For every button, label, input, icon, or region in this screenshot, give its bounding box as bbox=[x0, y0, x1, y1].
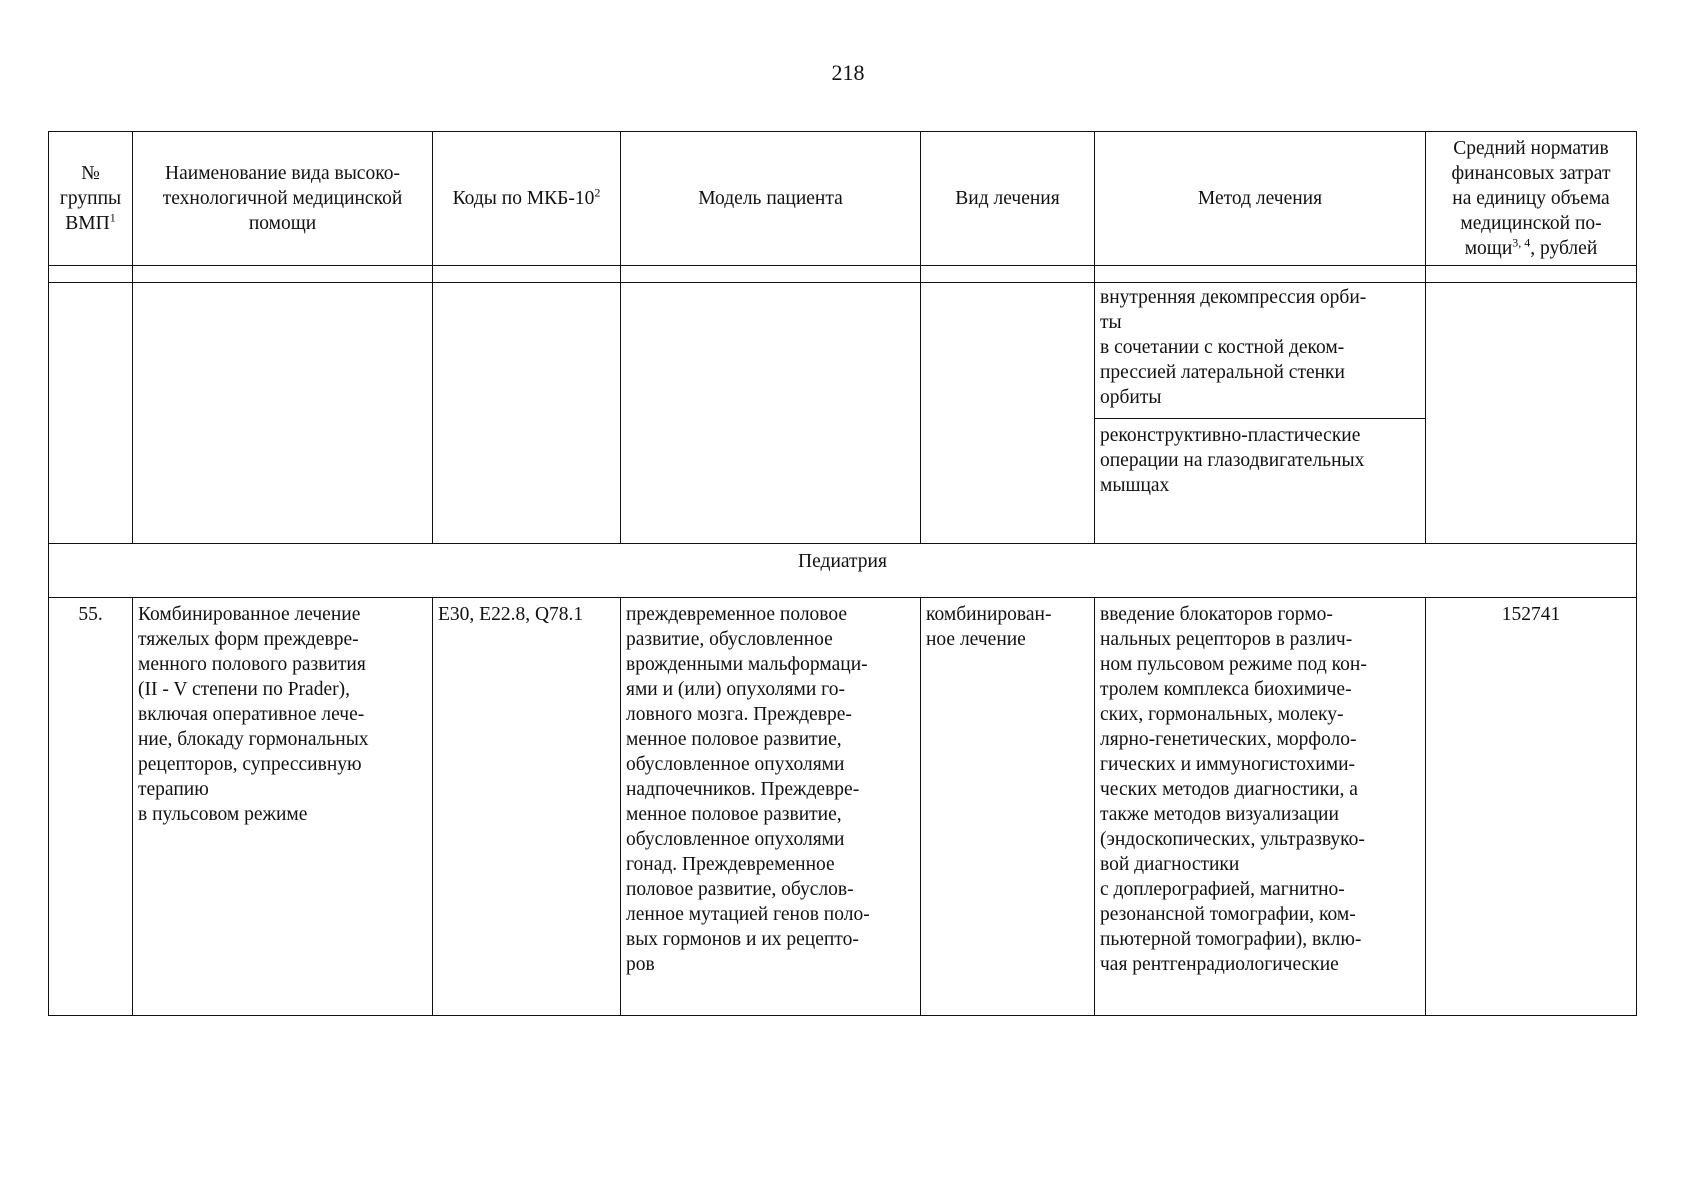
method-line: ты bbox=[1100, 312, 1122, 333]
header-cost-line bbox=[1431, 236, 1631, 261]
text-line: менное половое развитие, bbox=[626, 804, 842, 825]
text-line: комбинирован- bbox=[926, 604, 1052, 625]
group-number: 55. bbox=[49, 598, 133, 1016]
method-block bbox=[1095, 283, 1425, 418]
header-cost-unit: , рублей bbox=[1530, 238, 1598, 259]
treatment-type bbox=[921, 598, 1095, 1016]
section-title: Педиатрия bbox=[49, 544, 1637, 598]
text-line: нальных рецепторов в различ- bbox=[1100, 629, 1353, 650]
text-line: врожденными мальформаци- bbox=[626, 654, 868, 675]
header-group-number bbox=[49, 132, 133, 266]
method-line: мышцах bbox=[1100, 475, 1170, 496]
header-cost-line: на единицу объема bbox=[1452, 188, 1610, 209]
text-line: преждевременное половое bbox=[626, 604, 848, 625]
header-cost-text: мощи bbox=[1464, 238, 1513, 259]
header-cost-line: финансовых затрат bbox=[1451, 163, 1611, 184]
header-name-line: технологичной медицинской bbox=[162, 188, 403, 209]
header-icd-codes bbox=[433, 132, 621, 266]
text-line: (эндоскопических, ультразвуко- bbox=[1100, 829, 1365, 850]
header-group-number-line: группы bbox=[59, 188, 122, 209]
section-row bbox=[49, 544, 1637, 598]
header-treatment-method: Метод лечения bbox=[1095, 132, 1426, 266]
empty-cell bbox=[621, 283, 921, 544]
text-line: вой диагностики bbox=[1100, 854, 1240, 875]
header-name bbox=[133, 132, 433, 266]
text-line: ном пульсовом режиме под кон- bbox=[1100, 654, 1367, 675]
method-line: реконструктивно-пластические bbox=[1100, 425, 1361, 446]
text-line: обусловленное опухолями bbox=[626, 829, 845, 850]
text-line: чая рентгенрадиологические bbox=[1100, 954, 1339, 975]
header-name-line: помощи bbox=[248, 213, 317, 234]
method-line: операции на глазодвигательных bbox=[1100, 450, 1365, 471]
text-line: ских, гормональных, молеку- bbox=[1100, 704, 1344, 725]
table-row bbox=[49, 598, 1637, 1016]
header-cost bbox=[1426, 132, 1637, 266]
header-group-number-line: № bbox=[81, 163, 100, 184]
text-line: тяжелых форм преждевре- bbox=[138, 629, 359, 650]
text-line: (II - V степени по Prader), bbox=[138, 679, 350, 700]
text-line: обусловленное опухолями bbox=[626, 754, 845, 775]
empty-cell bbox=[433, 283, 621, 544]
method-line: внутренняя декомпрессия орби- bbox=[1100, 287, 1367, 308]
text-line: также методов визуализации bbox=[1100, 804, 1339, 825]
text-line: вых гормонов и их рецепто- bbox=[626, 929, 859, 950]
text-line: ров bbox=[626, 954, 655, 975]
text-line: с доплерографией, магнитно- bbox=[1100, 879, 1345, 900]
header-cost-line: Средний норматив bbox=[1453, 138, 1609, 159]
text-line: введение блокаторов гормо- bbox=[1100, 604, 1333, 625]
text-line: рецепторов, супрессивную bbox=[138, 754, 362, 775]
text-line: ное лечение bbox=[926, 629, 1026, 650]
text-line: ческих методов диагностики, а bbox=[1100, 779, 1358, 800]
text-line: гических и иммуногистохими- bbox=[1100, 754, 1356, 775]
text-line: половое развитие, обуслов- bbox=[626, 879, 854, 900]
vmp-table bbox=[48, 131, 1637, 1016]
cost-value: 152741 bbox=[1426, 598, 1637, 1016]
empty-cell bbox=[621, 266, 921, 283]
empty-cell bbox=[133, 266, 433, 283]
spacer-row bbox=[49, 266, 1637, 283]
footnote-ref: 1 bbox=[109, 210, 116, 225]
text-line: ями и (или) опухолями го- bbox=[626, 679, 845, 700]
text-line: тролем комплекса биохимиче- bbox=[1100, 679, 1352, 700]
text-line: надпочечников. Преждевре- bbox=[626, 779, 860, 800]
header-cost-line: медицинской по- bbox=[1460, 213, 1602, 234]
empty-cell bbox=[1095, 266, 1426, 283]
empty-cell bbox=[49, 283, 133, 544]
header-icd-codes-text: Коды по МКБ-10 bbox=[452, 188, 595, 209]
header-patient-model: Модель пациента bbox=[621, 132, 921, 266]
text-line: терапию bbox=[138, 779, 209, 800]
header-group-number-line bbox=[54, 211, 127, 236]
page-number: 218 bbox=[831, 60, 865, 85]
method-line: орбиты bbox=[1100, 387, 1162, 408]
text-line: ловного мозга. Преждевре- bbox=[626, 704, 852, 725]
footnote-ref: 3, 4 bbox=[1512, 235, 1531, 250]
continuation-method-cell bbox=[1095, 283, 1426, 544]
continuation-row bbox=[49, 283, 1637, 544]
text-line: Комбинированное лечение bbox=[138, 604, 361, 625]
text-line: ленное мутацией генов поло- bbox=[626, 904, 870, 925]
header-row bbox=[49, 132, 1637, 266]
text-line: гонад. Преждевременное bbox=[626, 854, 835, 875]
empty-cell bbox=[1426, 266, 1637, 283]
text-line: пьютерной томографии), вклю- bbox=[1100, 929, 1362, 950]
text-line: резонансной томографии, ком- bbox=[1100, 904, 1356, 925]
method-line: прессией латеральной стенки bbox=[1100, 362, 1345, 383]
text-line: в пульсовом режиме bbox=[138, 804, 308, 825]
text-line: развитие, обусловленное bbox=[626, 629, 833, 650]
text-line: менное половое развитие, bbox=[626, 729, 842, 750]
empty-cell bbox=[49, 266, 133, 283]
text-line: лярно-генетических, морфоло- bbox=[1100, 729, 1357, 750]
empty-cell bbox=[921, 283, 1095, 544]
icd-codes: E30, E22.8, Q78.1 bbox=[433, 598, 621, 1016]
header-treatment-type: Вид лечения bbox=[921, 132, 1095, 266]
patient-model bbox=[621, 598, 921, 1016]
text-line: включая оперативное лече- bbox=[138, 704, 365, 725]
header-name-line: Наименование вида высоко- bbox=[165, 163, 400, 184]
treatment-method bbox=[1095, 598, 1426, 1016]
header-group-number-text: ВМП bbox=[65, 213, 110, 234]
text-line: ние, блокаду гормональных bbox=[138, 729, 369, 750]
empty-cell bbox=[133, 283, 433, 544]
footnote-ref: 2 bbox=[594, 185, 601, 200]
empty-cell bbox=[433, 266, 621, 283]
empty-cell bbox=[1426, 283, 1637, 544]
text-line: менного полового развития bbox=[138, 654, 366, 675]
empty-cell bbox=[921, 266, 1095, 283]
care-type-name bbox=[133, 598, 433, 1016]
method-line: в сочетании с костной деком- bbox=[1100, 337, 1345, 358]
method-block bbox=[1095, 418, 1425, 506]
